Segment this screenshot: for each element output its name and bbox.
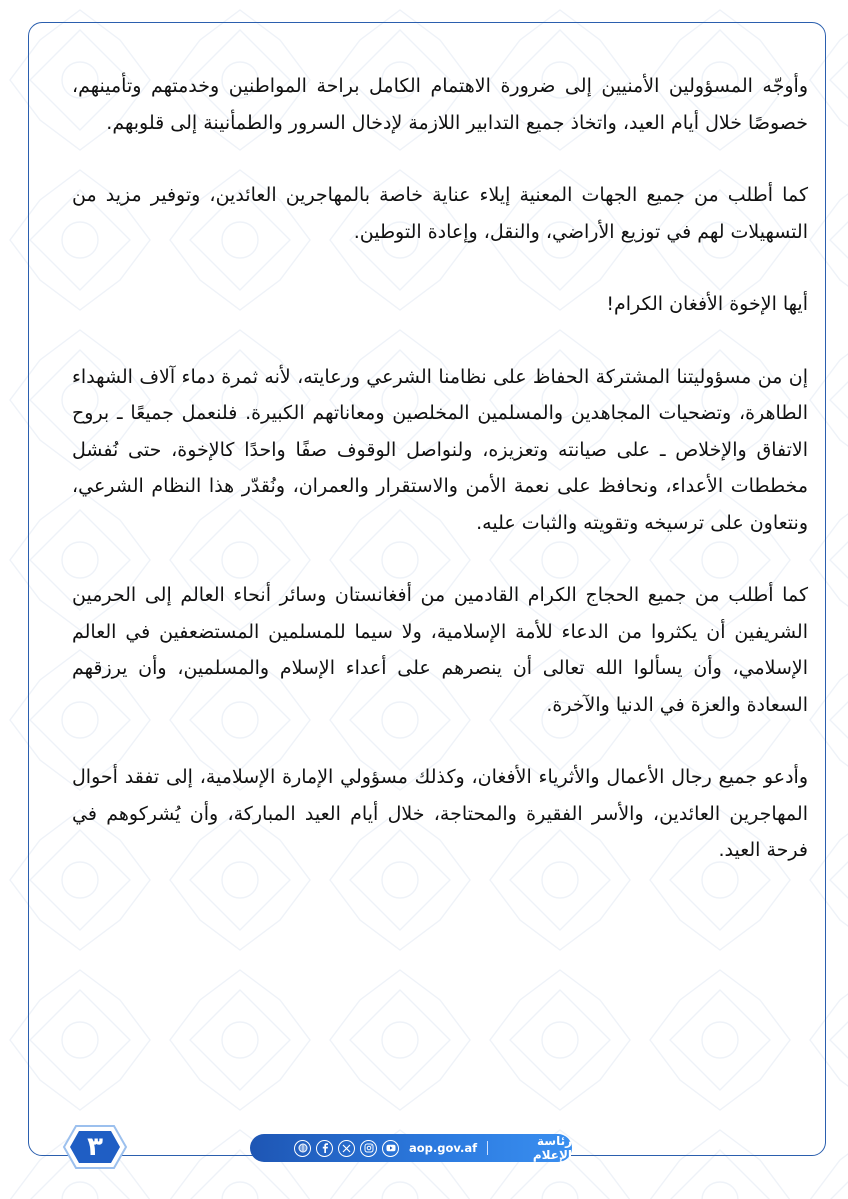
footer-bar [250,1134,572,1162]
paragraph-shared-responsibility: إن من مسؤوليتنا المشتركة الحفاظ على نظامنا الشرعي ورعايته، لأنه ثمرة دماء آلاف الشهداء الطاهرة، وتضحيات المجاهدين والمسلمين المخلصين ومعاناتهم الكبيرة. فلنعمل جميعًا ـ بروح الاتفاق والإخلاص ـ على صيانته وتعزيزه، ولنواصل الوقوف صفًا واحدًا كالإخوة، حتى نُفشل مخططات الأعداء، ونحافظ على نعمة الأمن والاستقرار والعمران، ونُقدّر هذا النظام الشرعي، ونتعاون على ترسيخه وتقويته والثبات عليه. [72,365,808,534]
document-body [72,68,808,905]
paragraph-address: أيها الإخوة الأفغان الكرام! [606,293,808,315]
org-name: رئاسة الإعلام [532,1134,572,1162]
site-url[interactable]: aop.gov.af [409,1141,478,1155]
youtube-icon[interactable] [382,1140,399,1157]
facebook-icon[interactable] [316,1140,333,1157]
social-links [294,1140,399,1157]
x-icon[interactable] [338,1140,355,1157]
paragraph-security-officials: وأوجّه المسؤولين الأمنيين إلى ضرورة الاهتمام الكامل براحة المواطنين وخدمتهم وتأمينهم، خصوصًا خلال أيام العيد، واتخاذ جميع التدابير اللازمة لإدخال السرور والطمأنينة إلى قلوبهم. [72,75,808,134]
paragraph-returning-migrants: كما أطلب من جميع الجهات المعنية إيلاء عناية خاصة بالمهاجرين العائدين، وتوفير مزيد من التسهيلات لهم في توزيع الأراضي، والنقل، وإعادة التوطين. [72,184,808,243]
instagram-icon[interactable] [360,1140,377,1157]
page-number: ٣ [87,1132,103,1162]
web-icon[interactable] [294,1140,311,1157]
paragraph-businessmen: وأدعو جميع رجال الأعمال والأثرياء الأفغان، وكذلك مسؤولي الإمارة الإسلامية، إلى تفقد أحوال المهاجرين العائدين، والأسر الفقيرة والمحتاجة، خلال أيام العيد المباركة، وأن يُشركوهم في فرحة العيد. [72,766,808,861]
paragraph-pilgrims: كما أطلب من جميع الحجاج الكرام القادمين من أفغانستان وسائر أنحاء العالم إلى الحرمين الشريفين أن يكثروا من الدعاء للأمة الإسلامية، ولا سيما للمسلمين المستضعفين في العالم الإسلامي، وأن يسألوا الله تعالى أن ينصرهم على أعداء الإسلام والمسلمين، وأن يرزقهم السعادة والعزة في الدنيا والآخرة. [72,584,808,716]
footer-divider [487,1141,488,1155]
